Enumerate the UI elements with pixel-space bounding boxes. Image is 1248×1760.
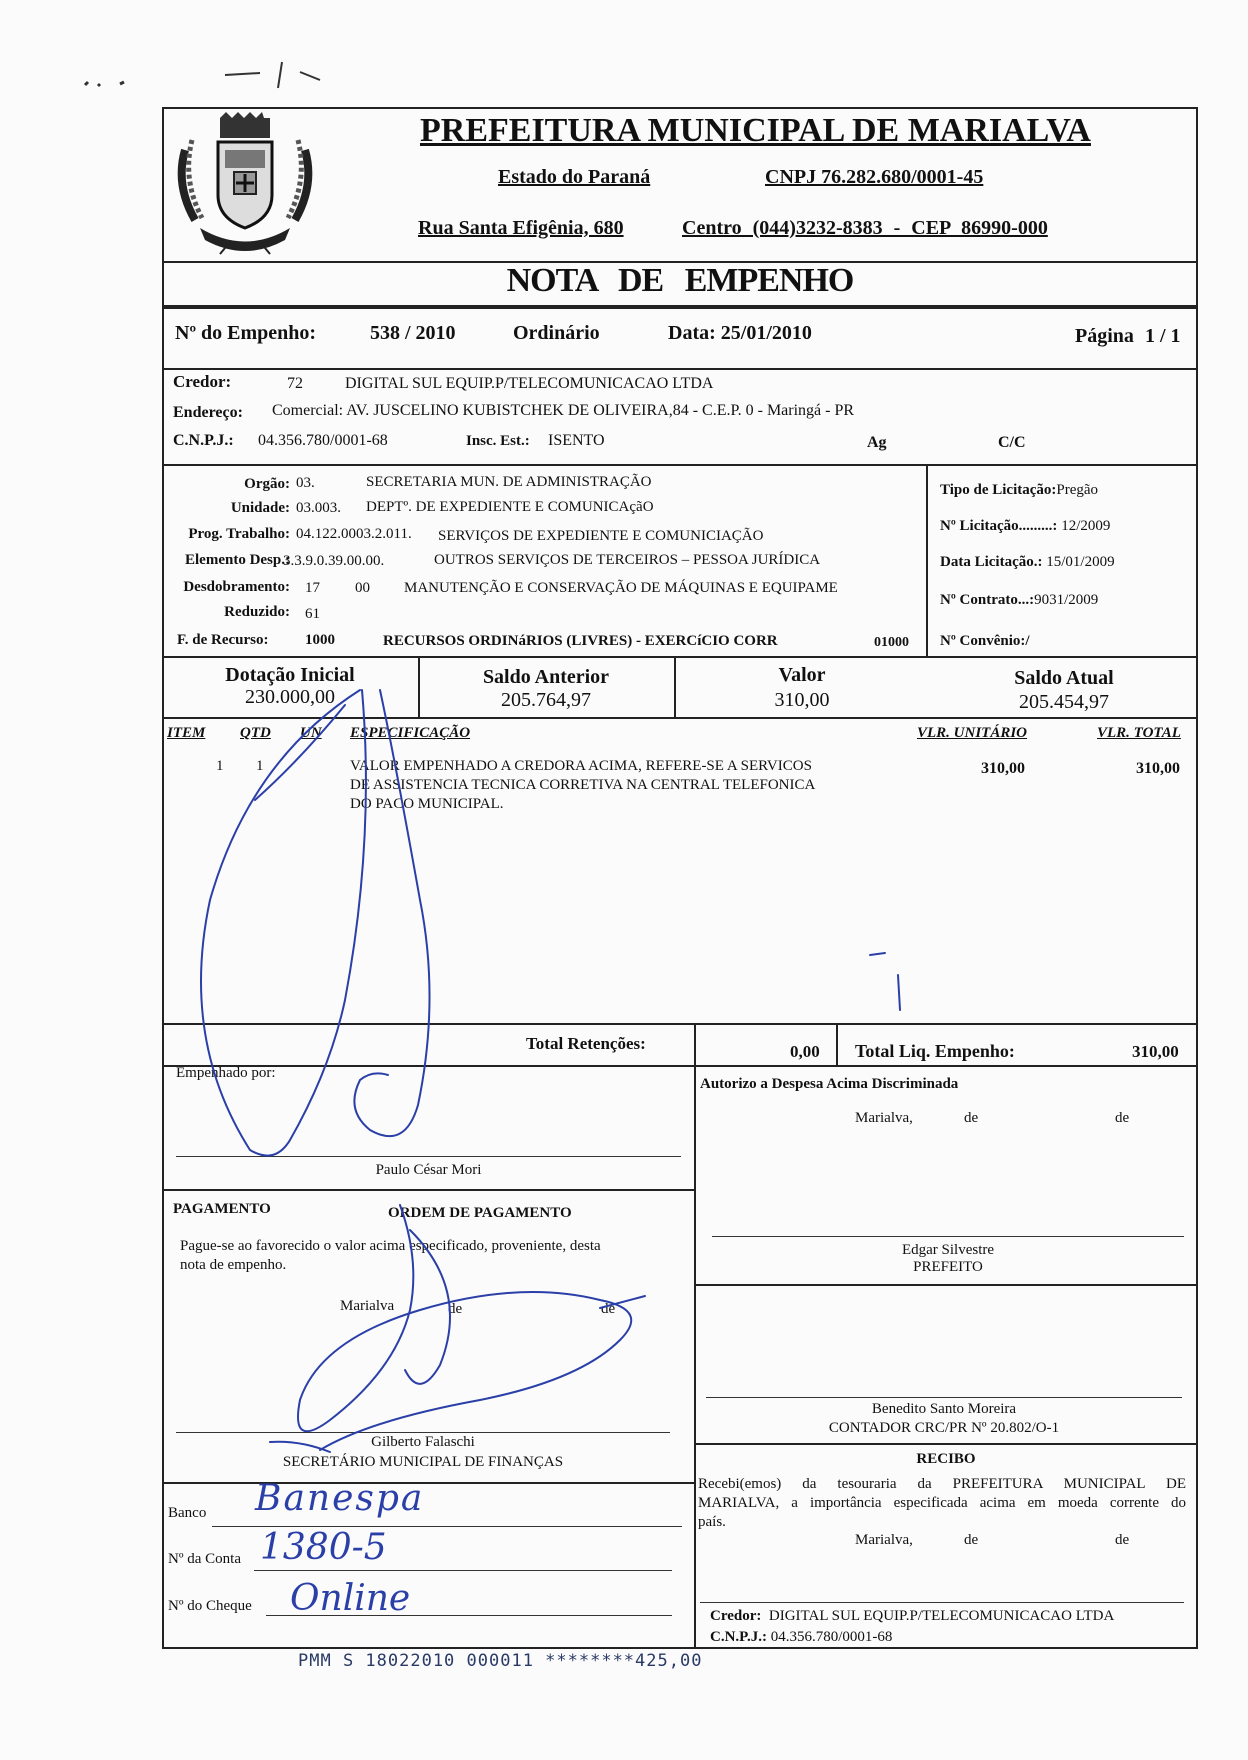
dotacao-value: 230.000,00 — [245, 686, 335, 708]
empenhado-label: Empenhado por: — [176, 1065, 276, 1081]
recibo-text-line: Recebi(emos) da tesouraria da PREFEITURA MUNICIPAL DE — [698, 1476, 1186, 1492]
pagamento-de: de — [601, 1301, 616, 1317]
recibo-text-line: país. — [698, 1514, 726, 1530]
elemento-label: Elemento Desp.: — [185, 552, 290, 568]
empenhado-name: Paulo César Mori — [375, 1162, 482, 1178]
recibo-credor-label: Credor: — [710, 1608, 762, 1624]
liquido-label: Total Liq. Empenho: — [855, 1041, 1015, 1061]
data-licitacao-value: 15/01/2009 — [1046, 554, 1115, 570]
tipo-licitacao-label: Tipo de Licitação: — [940, 482, 1057, 498]
dotacao-label: Dotação Inicial — [225, 664, 355, 686]
recibo-city: Marialva, — [855, 1532, 913, 1548]
credor-code: 72 — [287, 375, 303, 392]
reduzido-label: Reduzido: — [224, 604, 290, 620]
recibo-credor-name: DIGITAL SUL EQUIP.P/TELECOMUNICACAO LTDA — [768, 1608, 1115, 1624]
autorizo-de: de — [964, 1110, 979, 1126]
items-header-total: VLR. TOTAL — [1097, 725, 1181, 741]
prefeito-role: PREFEITO — [913, 1259, 983, 1275]
pagamento-de: de — [448, 1301, 463, 1317]
empenho-number: 538 / 2010 — [370, 322, 456, 344]
desdobramento-name: MANUTENÇÃO E CONSERVAÇÃO DE MÁQUINAS E EQUIPAME — [404, 580, 838, 596]
autorizo-de: de — [1115, 1110, 1130, 1126]
prog-label: Prog. Trabalho: — [188, 526, 290, 542]
items-header-qtd: QTD — [240, 725, 271, 741]
recibo-cnpj-value: 04.356.780/0001-68 — [770, 1629, 893, 1645]
recurso-code: 1000 — [305, 632, 335, 648]
item-espec-line: VALOR EMPENHADO A CREDORA ACIMA, REFERE-SE A SERVICOS — [350, 758, 812, 774]
contrato-value: 9031/2009 — [1034, 592, 1099, 608]
liquido-value: 310,00 — [1132, 1042, 1179, 1061]
desdobramento-a: 17 — [305, 580, 320, 596]
recibo-de: de — [964, 1532, 979, 1548]
unidade-label: Unidade: — [230, 500, 290, 516]
prog-code: 04.122.0003.2.011. — [296, 526, 412, 542]
payment-stamp: PMM S 18022010 000011 ********425,00 — [298, 1651, 703, 1671]
pagamento-text-line: nota de empenho. — [180, 1257, 287, 1273]
insc-value: ISENTO — [548, 432, 605, 449]
retencoes-value: 0,00 — [790, 1042, 820, 1061]
endereco-label: Endereço: — [173, 404, 243, 421]
state-label: Estado do Paraná — [498, 166, 651, 188]
item-espec-line: DO PACO MUNICIPAL. — [350, 796, 504, 812]
cheque-label: Nº do Cheque — [168, 1598, 252, 1614]
saldo-anterior-value: 205.764,97 — [501, 689, 591, 711]
cnpj-credor-label: C.N.P.J.: — [173, 432, 234, 449]
ordem-pagamento-label: ORDEM DE PAGAMENTO — [388, 1205, 572, 1221]
saldo-atual-label: Saldo Atual — [1014, 667, 1114, 689]
retencoes-label: Total Retenções: — [526, 1034, 646, 1053]
unidade-name: DEPTº. DE EXPEDIENTE E COMUNICAçãO — [366, 499, 654, 515]
saldo-anterior-label: Saldo Anterior — [482, 666, 610, 688]
prog-name: SERVIÇOS DE EXPEDIENTE E COMUNICIAÇÃO — [438, 528, 764, 544]
recurso-label: F. de Recurso: — [177, 632, 269, 648]
banco-handwritten-value: Banespa — [255, 1478, 425, 1519]
item-unit-value: 310,00 — [981, 760, 1025, 777]
reduzido-value: 61 — [305, 606, 320, 622]
cnpj-credor-value: 04.356.780/0001-68 — [258, 432, 388, 449]
cheque-handwritten-value: Online — [290, 1578, 411, 1619]
empenho-type: Ordinário — [513, 322, 600, 344]
empenho-label: Nº do Empenho: — [175, 322, 317, 344]
saldo-atual-value: 205.454,97 — [1019, 691, 1109, 713]
items-header-item: ITEM — [167, 725, 206, 741]
desdobramento-label: Desdobramento: — [183, 579, 290, 595]
items-header-espec: ESPECIFICAÇÃO — [350, 725, 471, 741]
orgao-label: Orgão: — [244, 476, 290, 492]
agencia-label: Ag — [867, 434, 887, 451]
empenho-date: Data: 25/01/2010 — [668, 322, 812, 344]
municipality-title: PREFEITURA MUNICIPAL DE MARIALVA — [420, 112, 1091, 149]
financas-role: SECRETÁRIO MUNICIPAL DE FINANÇAS — [282, 1454, 564, 1470]
recibo-cnpj-label: C.N.P.J.: — [710, 1629, 767, 1645]
address-label: Rua Santa Efigênia, 680 — [418, 217, 624, 239]
autorizo-city: Marialva, — [855, 1110, 913, 1126]
convenio-label: Nº Convênio:/ — [940, 633, 1030, 649]
pagamento-text-line: Pague-se ao favorecido o valor acima especificado, proveniente, desta — [180, 1238, 601, 1254]
valor-label: Valor — [778, 664, 826, 686]
data-licitacao-label: Data Licitação.: — [940, 554, 1043, 570]
item-total-value: 310,00 — [1136, 760, 1180, 777]
contact-label: Centro (044)3232-8383 - CEP 86990-000 — [682, 217, 1048, 239]
conta-corrente-label: C/C — [998, 434, 1026, 451]
conta-label: Nº da Conta — [168, 1551, 241, 1567]
financas-name: Gilberto Falaschi — [371, 1434, 475, 1450]
num-licitacao-label: Nº Licitação.........: — [940, 518, 1058, 534]
elemento-code: 3.3.9.0.39.00.00. — [283, 553, 385, 569]
page-number: 1 / 1 — [1145, 325, 1181, 347]
tipo-licitacao-value: Pregão — [1056, 482, 1099, 498]
unidade-code: 03.003. — [296, 500, 341, 516]
cnpj-label: CNPJ 76.282.680/0001-45 — [765, 166, 984, 188]
recibo-de: de — [1115, 1532, 1130, 1548]
desdobramento-b: 00 — [355, 580, 370, 596]
autorizo-label: Autorizo a Despesa Acima Discriminada — [700, 1076, 959, 1092]
endereco-value: Comercial: AV. JUSCELINO KUBISTCHEK DE OLIVEIRA,84 - C.E.P. 0 - Maringá - PR — [272, 402, 855, 419]
document-title: NOTA DE EMPENHO — [506, 262, 854, 299]
item-number: 1 — [216, 758, 224, 774]
contador-role: CONTADOR CRC/PR Nº 20.802/O-1 — [828, 1420, 1060, 1436]
orgao-code: 03. — [296, 475, 315, 491]
recurso-suffix: 01000 — [874, 635, 909, 650]
page-label: Página — [1075, 325, 1134, 347]
credor-name: DIGITAL SUL EQUIP.P/TELECOMUNICACAO LTDA — [345, 375, 714, 392]
contador-name: Benedito Santo Moreira — [871, 1401, 1017, 1417]
credor-label: Credor: — [173, 372, 232, 391]
contrato-label: Nº Contrato...: — [940, 592, 1035, 608]
recurso-name: RECURSOS ORDINáRIOS (LIVRES) - EXERCíCIO CORR — [383, 633, 778, 649]
valor-value: 310,00 — [774, 689, 830, 711]
items-header-un: UN — [300, 725, 322, 741]
pagamento-city: Marialva — [340, 1298, 395, 1314]
orgao-name: SECRETARIA MUN. DE ADMINISTRAÇÃO — [366, 474, 652, 490]
banco-label: Banco — [168, 1505, 207, 1521]
item-espec-line: DE ASSISTENCIA TECNICA CORRETIVA NA CENTRAL TELEFONICA — [350, 777, 816, 793]
pagamento-label: PAGAMENTO — [173, 1201, 271, 1217]
conta-handwritten-value: 1380-5 — [260, 1527, 387, 1568]
item-qtd: 1 — [256, 758, 264, 774]
elemento-name: OUTROS SERVIÇOS DE TERCEIROS – PESSOA JURÍDICA — [434, 552, 821, 568]
prefeito-name: Edgar Silvestre — [901, 1242, 995, 1258]
num-licitacao-value: 12/2009 — [1061, 518, 1111, 534]
insc-label: Insc. Est.: — [466, 433, 530, 449]
items-header-unit: VLR. UNITÁRIO — [917, 725, 1028, 741]
recibo-label: RECIBO — [916, 1451, 976, 1467]
recibo-text-line: MARIALVA, a importância especificada acima em moeda corrente do — [698, 1495, 1186, 1511]
